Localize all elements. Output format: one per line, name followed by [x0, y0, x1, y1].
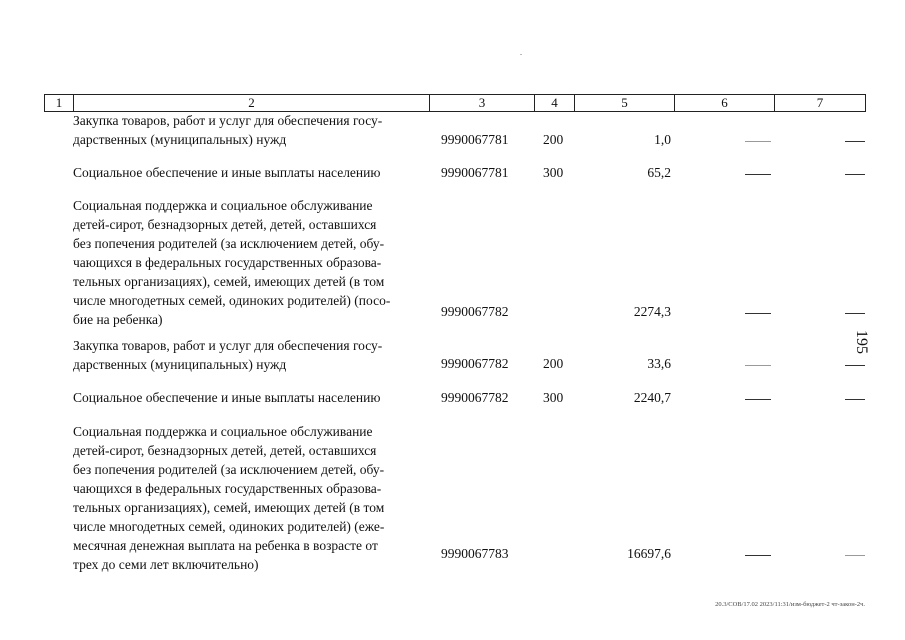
header-col-5: 5	[574, 95, 674, 111]
description-line: Социальная поддержка и социальное обслуживание	[73, 424, 373, 439]
amount-value: 1,0	[654, 132, 671, 147]
description-line: тельных организациях), семей, имеющих детей (в том	[73, 500, 385, 515]
description-line: числе многодетных семей, одиноких родителей) (посо-	[73, 293, 391, 308]
col7-dash	[845, 313, 865, 314]
description-line: Социальная поддержка и социальное обслуживание	[73, 198, 373, 213]
expense-type-code: 200	[543, 356, 564, 371]
row-description	[73, 388, 425, 407]
col7-dash	[845, 365, 865, 366]
table-header-row	[44, 94, 866, 112]
col6-dash	[745, 313, 771, 314]
expense-type-code: 300	[543, 390, 564, 405]
col7-dash	[845, 174, 865, 175]
amount-value: 65,2	[647, 165, 671, 180]
description-line: детей-сирот, безнадзорных детей, детей, оставшихся	[73, 217, 377, 232]
expense-type-code: 300	[543, 165, 564, 180]
amount-value: 16697,6	[627, 546, 671, 561]
description-line: детей-сирот, безнадзорных детей, детей, оставшихся	[73, 443, 377, 458]
description-line: дарственных (муниципальных) нужд	[73, 132, 287, 147]
col7-dash	[845, 555, 865, 556]
target-article-code: 9990067781	[441, 165, 509, 180]
description-line: Социальное обеспечение и иные выплаты населению	[73, 390, 381, 405]
description-line: тельных организациях), семей, имеющих детей (в том	[73, 274, 385, 289]
row-description	[73, 111, 425, 149]
description-line: Закупка товаров, работ и услуг для обеспечения госу-	[73, 113, 383, 128]
target-article-code: 9990067783	[441, 546, 509, 561]
description-line: бие на ребенка)	[73, 312, 163, 327]
header-col-6: 6	[674, 95, 774, 111]
target-article-code: 9990067782	[441, 390, 509, 405]
description-line: Социальное обеспечение и иные выплаты населению	[73, 165, 381, 180]
target-article-code: 9990067782	[441, 304, 509, 319]
description-line: чающихся в федеральных государственных образова-	[73, 255, 382, 270]
col7-dash	[845, 399, 865, 400]
description-line: дарственных (муниципальных) нужд	[73, 357, 287, 372]
col6-dash	[745, 399, 771, 400]
description-line: Закупка товаров, работ и услуг для обеспечения госу-	[73, 338, 383, 353]
description-line: числе многодетных семей, одиноких родителей) (еже-	[73, 519, 385, 534]
col6-dash	[745, 141, 771, 142]
scan-speck	[520, 54, 522, 55]
col6-dash	[745, 174, 771, 175]
description-line: без попечения родителей (за исключением детей, обу-	[73, 462, 385, 477]
header-col-4: 4	[534, 95, 574, 111]
amount-value: 2240,7	[633, 390, 671, 405]
header-col-3: 3	[429, 95, 534, 111]
col6-dash	[745, 555, 771, 556]
amount-value: 2274,3	[633, 304, 671, 319]
row-description	[73, 196, 425, 329]
expense-type-code: 200	[543, 132, 564, 147]
row-description	[73, 163, 425, 182]
target-article-code: 9990067782	[441, 356, 509, 371]
header-col-2: 2	[73, 95, 429, 111]
description-line: без попечения родителей (за исключением детей, обу-	[73, 236, 385, 251]
header-col-1: 1	[44, 95, 73, 111]
footer-document-id: 20.3/СОВ/17.02 2023/11:31/изм-бюджет-2 чт-закон-2ч.	[715, 601, 865, 608]
row-description	[73, 422, 425, 574]
description-line: трех до семи лет включительно)	[73, 557, 259, 572]
amount-value: 33,6	[647, 356, 671, 371]
description-line: чающихся в федеральных государственных образова-	[73, 481, 382, 496]
description-line: месячная денежная выплата на ребенка в возрасте от	[73, 538, 378, 553]
page-number: 195	[853, 330, 870, 354]
header-col-7: 7	[774, 95, 866, 111]
col6-dash	[745, 365, 771, 366]
col7-dash	[845, 141, 865, 142]
row-description	[73, 336, 425, 374]
target-article-code: 9990067781	[441, 132, 509, 147]
